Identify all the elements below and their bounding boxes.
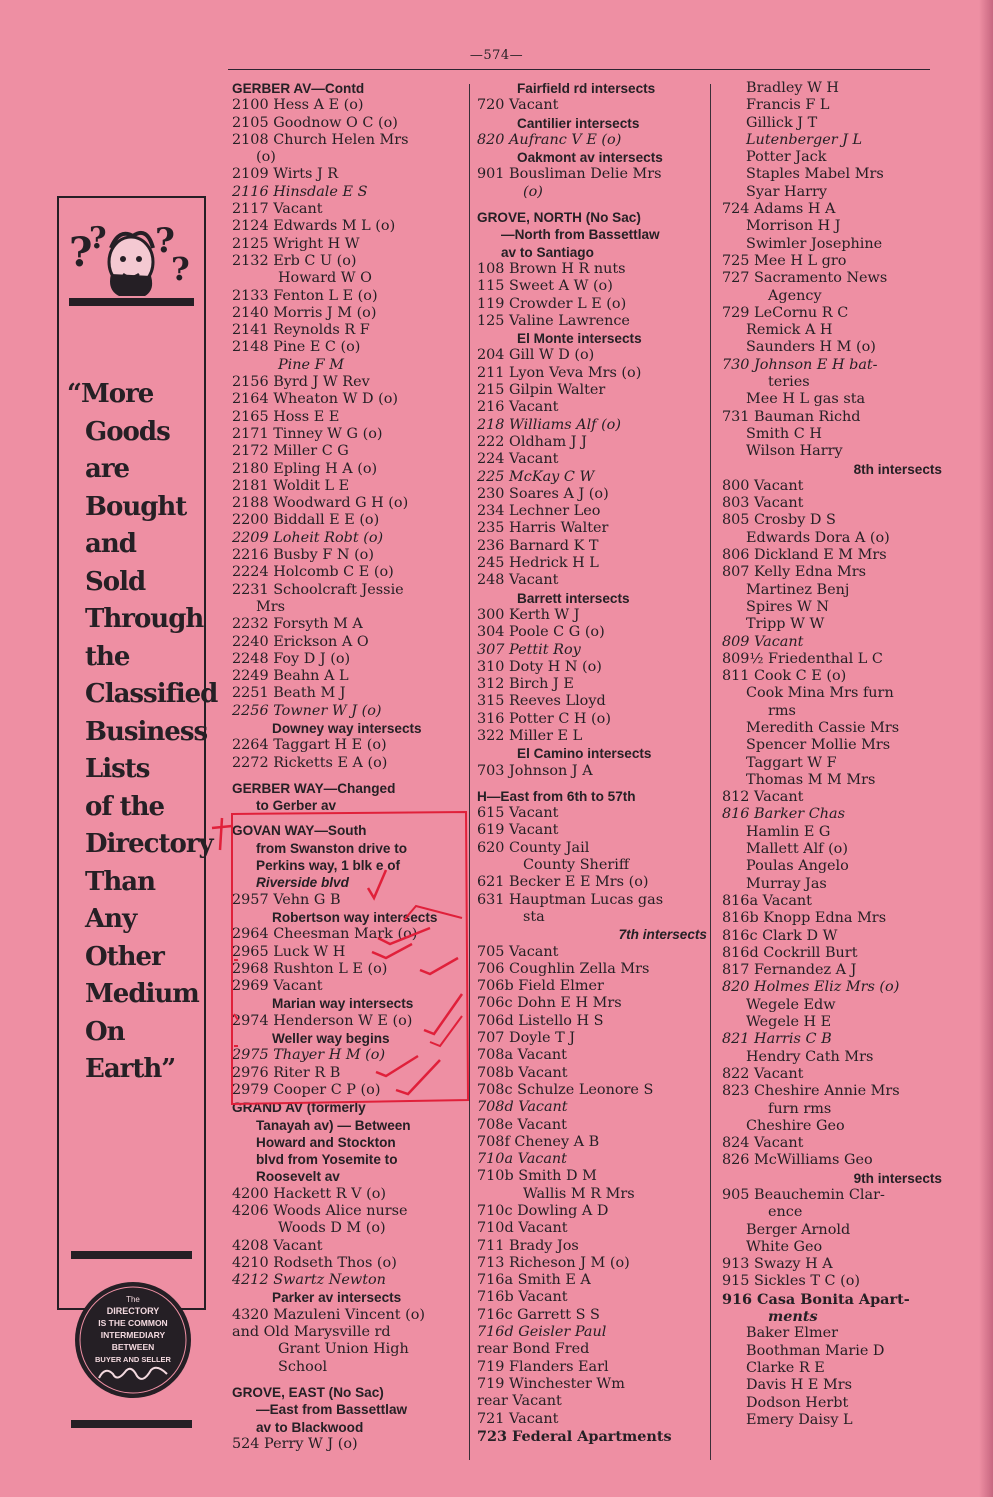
street-heading: GROVE, NORTH (No Sac) (477, 210, 641, 226)
directory-entry: Wallis M R Mrs (523, 1185, 635, 1202)
ad-quote-line: Medium (85, 979, 199, 1009)
directory-entry: Remick A H (746, 322, 833, 339)
directory-entry: Wegele Edw (746, 996, 836, 1013)
intersection-note: Cantilier intersects (517, 115, 640, 131)
directory-entry: Martinez Benj (746, 581, 850, 598)
directory-entry: Thomas M M Mrs (746, 771, 876, 788)
directory-entry: 2264 Taggart H E (o) (232, 737, 387, 754)
directory-entry: 4208 Vacant (232, 1237, 323, 1254)
directory-entry: 803 Vacant (722, 495, 804, 512)
directory-column-1 (232, 80, 468, 1453)
directory-entry: 713 Richeson J M (o) (477, 1254, 630, 1271)
directory-entry: Poulas Angelo (746, 858, 849, 875)
street-heading: H—East from 6th to 57th (477, 788, 636, 804)
street-heading: Perkins way, 1 blk e of (256, 858, 401, 874)
spacer (477, 201, 707, 209)
directory-entry: 2251 Beath M J (232, 685, 346, 702)
street-heading: GERBER WAY—Changed (232, 780, 396, 796)
directory-entry: 2141 Reynolds R F (232, 322, 370, 339)
ad-rule-seal (71, 1420, 192, 1428)
ad-rule-bottom (71, 1251, 192, 1259)
directory-entry: 809 Vacant (722, 633, 804, 650)
directory-entry: 2172 Miller C G (232, 443, 349, 460)
seal-line: INTERMEDIARY (100, 1330, 166, 1340)
directory-entry: 2117 Vacant (232, 201, 323, 218)
directory-entry: Cook Mina Mrs furn (746, 685, 894, 702)
directory-entry: 710d Vacant (477, 1220, 568, 1237)
directory-column-2 (477, 80, 707, 1445)
directory-entry: 703 Johnson J A (477, 762, 593, 779)
directory-entry: 322 Miller E L (477, 727, 583, 744)
directory-entry: 725 Mee H L gro (722, 252, 847, 269)
directory-entry: 708b Vacant (477, 1064, 568, 1081)
directory-entry: 705 Vacant (477, 943, 559, 960)
directory-entry: 826 McWilliams Geo (722, 1152, 873, 1169)
intersection-note: Weller way begins (272, 1031, 390, 1047)
directory-entry: 621 Becker E E Mrs (o) (477, 874, 649, 891)
directory-entry: 2248 Foy D J (o) (232, 650, 351, 667)
page-number: —574— (469, 48, 524, 63)
directory-entry: Howard W O (278, 270, 372, 287)
directory-entry: Mrs (256, 598, 285, 615)
directory-entry: Edwards Dora A (o) (746, 529, 890, 546)
ad-rule-top (69, 298, 194, 306)
directory-entry: furn rms (768, 1100, 832, 1117)
directory-entry: rms (768, 702, 796, 719)
directory-entry: 2957 Vehn G B (232, 891, 341, 908)
directory-entry: 2979 Cooper C P (o) (232, 1081, 381, 1098)
directory-entry: 730 Johnson E H bat- (722, 356, 878, 373)
directory-entry: Tripp W W (746, 616, 825, 633)
directory-entry: 4320 Mazuleni Vincent (o) (232, 1306, 426, 1323)
directory-entry: 2124 Edwards M L (o) (232, 218, 396, 235)
ad-quote-line: the (85, 641, 130, 672)
intersection-note: Downey way intersects (272, 720, 422, 736)
directory-entry: 300 Kerth W J (477, 606, 580, 623)
directory-entry: Syar Harry (746, 183, 828, 200)
directory-entry: 2171 Tinney W G (o) (232, 425, 383, 442)
directory-entry: rear Bond Fred (477, 1341, 590, 1358)
seal-line: DIRECTORY (106, 1306, 160, 1316)
directory-entry: 816d Cockrill Burt (722, 944, 858, 961)
directory-entry: ments (768, 1308, 818, 1326)
directory-entry: 816c Clark D W (722, 927, 838, 944)
ad-quote-line: Business (85, 716, 208, 747)
intersection-note: Fairfield rd intersects (517, 81, 656, 96)
directory-entry: 731 Bauman Richd (722, 408, 861, 425)
directory-entry: 800 Vacant (722, 477, 804, 494)
directory-entry: 823 Cheshire Annie Mrs (722, 1083, 900, 1100)
directory-entry: sta (523, 908, 545, 925)
directory-entry: 719 Winchester Wm (477, 1375, 625, 1392)
directory-entry: 901 Bousliman Delie Mrs (477, 166, 662, 183)
directory-entry: 710c Dowling A D (477, 1203, 609, 1219)
directory-entry: 716c Garrett S S (477, 1306, 600, 1323)
directory-entry: 230 Soares A J (o) (477, 485, 609, 502)
directory-entry: 2165 Hoss E E (232, 408, 340, 425)
directory-entry: 2200 Biddall E E (o) (232, 512, 380, 529)
directory-entry: 2240 Erickson A O (232, 633, 369, 650)
top-rule (228, 69, 930, 70)
directory-entry: Taggart W F (746, 754, 837, 771)
directory-entry: Swimler Josephine (746, 235, 883, 252)
directory-entry: Meredith Cassie Mrs (746, 719, 900, 736)
directory-entry: Staples Mabel Mrs (746, 166, 884, 183)
directory-entry: Morrison H J (746, 218, 841, 235)
directory-entry: 236 Barnard K T (477, 537, 599, 554)
directory-entry: 2232 Forsyth M A (232, 616, 363, 633)
street-heading: Riverside blvd (256, 875, 349, 891)
directory-entry: 716d Geisler Paul (477, 1324, 607, 1341)
directory-entry: 4200 Hackett R V (o) (232, 1185, 387, 1202)
directory-entry: 706b Field Elmer (477, 978, 604, 995)
directory-entry: 2964 Cheesman Mark (o) (232, 926, 418, 943)
directory-entry: 2180 Epling H A (o) (232, 460, 378, 477)
directory-entry: 905 Beauchemin Clar- (722, 1187, 885, 1203)
directory-entry: Wilson Harry (746, 443, 843, 460)
intersection-note: El Camino intersects (517, 746, 652, 762)
directory-entry: 248 Vacant (477, 572, 559, 589)
directory-entry: Bradley W H (746, 80, 839, 96)
ad-quote-line: Than (85, 866, 156, 897)
directory-entry: Gillick J T (746, 114, 818, 131)
directory-entry: 222 Oldham J J (477, 433, 587, 450)
directory-entry: rear Vacant (477, 1393, 562, 1410)
street-heading: av to Santiago (501, 244, 594, 260)
svg-text:?: ? (69, 229, 93, 276)
directory-entry: 708e Vacant (477, 1116, 567, 1133)
directory-entry: 2969 Vacant (232, 978, 323, 995)
street-heading: GRAND AV (formerly (232, 1100, 366, 1116)
directory-entry: 2125 Wright H W (232, 235, 360, 252)
directory-entry: 620 County Jail (477, 839, 590, 856)
spacer (232, 772, 468, 780)
ad-quote-line: Classified (85, 679, 218, 709)
directory-entry: Dodson Herbt (746, 1394, 849, 1411)
directory-entry: 2148 Pine E C (o) (232, 339, 361, 356)
intersection-note: Barrett intersects (517, 590, 630, 606)
directory-entry: 711 Brady Jos (477, 1237, 579, 1254)
ad-quote-line: Other (85, 941, 164, 972)
directory-entry: 816a Vacant (722, 892, 812, 909)
intersection-note: Oakmont av intersects (517, 150, 663, 166)
directory-entry: County Sheriff (523, 857, 630, 874)
directory-entry: Saunders H M (o) (746, 339, 876, 356)
street-heading: GOVAN WAY—South (232, 823, 367, 839)
directory-entry: 2188 Woodward G H (o) (232, 495, 409, 512)
directory-entry: 235 Harris Walter (477, 520, 609, 537)
directory-entry: 707 Doyle T J (477, 1030, 576, 1047)
column-rule-1 (469, 84, 470, 1460)
directory-entry: Smith C H (746, 425, 822, 442)
directory-entry: (o) (256, 149, 276, 166)
directory-entry: 2100 Hess A E (o) (232, 97, 364, 114)
directory-entry: 216 Vacant (477, 399, 559, 416)
seal-line: IS THE COMMON (98, 1318, 168, 1328)
directory-entry: 245 Hedrick H L (477, 555, 599, 572)
directory-entry: 2140 Morris J M (o) (232, 304, 377, 321)
ad-quote-line: Directory (85, 829, 213, 859)
column-rule-2 (710, 84, 711, 1460)
directory-entry: 316 Potter C H (o) (477, 710, 611, 727)
street-heading: to Gerber av (256, 798, 337, 814)
directory-entry: 710b Smith D M (477, 1168, 597, 1185)
street-heading: —North from Bassettlaw (501, 227, 660, 243)
directory-entry: 631 Hauptman Lucas gas (477, 891, 664, 908)
directory-entry: 312 Birch J E (477, 676, 574, 693)
directory-entry: Emery Daisy L (746, 1411, 853, 1428)
directory-entry: 716b Vacant (477, 1289, 568, 1306)
ad-quote-line: Any (85, 904, 137, 934)
directory-entry: 727 Sacramento News (722, 270, 888, 287)
directory-entry: 307 Pettit Roy (477, 641, 581, 658)
directory-entry: 108 Brown H R nuts (477, 260, 626, 277)
directory-entry: Wegele H E (746, 1014, 832, 1031)
directory-entry: Spencer Mollie Mrs (746, 737, 891, 754)
red-cross-mark (212, 818, 232, 850)
directory-entry: 719 Flanders Earl (477, 1358, 609, 1375)
directory-entry: 310 Doty H N (o) (477, 658, 602, 675)
directory-entry: 4212 Swartz Newton (232, 1272, 386, 1289)
directory-entry: 2156 Byrd J W Rev (232, 374, 370, 391)
ad-quote (67, 376, 218, 1089)
directory-entry: 524 Perry W J (o) (232, 1435, 358, 1452)
directory-entry: 710a Vacant (477, 1151, 567, 1168)
ad-quote-line: “More (67, 379, 154, 409)
directory-entry: Boothman Marie D (746, 1342, 885, 1359)
directory-entry: Baker Elmer (746, 1325, 838, 1342)
spacer (232, 1376, 468, 1384)
ad-quote-line: and (85, 529, 136, 559)
directory-entry: 708f Cheney A B (477, 1133, 600, 1150)
directory-entry: 2272 Ricketts E A (o) (232, 754, 388, 771)
directory-entry: 2181 Woldit L E (232, 477, 350, 494)
directory-entry: 706 Coughlin Zella Mrs (477, 960, 650, 977)
directory-entry: 304 Poole C G (o) (477, 624, 605, 641)
directory-entry: 720 Vacant (477, 97, 559, 114)
directory-entry: 822 Vacant (722, 1065, 804, 1082)
directory-entry: White Geo (746, 1238, 823, 1255)
street-heading: blvd from Yosemite to (256, 1152, 398, 1168)
directory-entry: 913 Swazy H A (722, 1256, 833, 1273)
spacer (477, 780, 707, 788)
directory-entry: 706d Listello H S (477, 1012, 604, 1029)
directory-entry: 816 Barker Chas (722, 806, 846, 823)
directory-entry: 218 Williams Alf (o) (477, 416, 621, 433)
seal-line: BETWEEN (111, 1342, 155, 1352)
directory-entry: 708c Schulze Leonore S (477, 1081, 654, 1098)
page-edge-shadow (979, 0, 993, 1497)
directory-entry: 2974 Henderson W E (o) (232, 1012, 413, 1029)
directory-entry: 723 Federal Apartments (477, 1427, 672, 1445)
directory-entry: 812 Vacant (722, 789, 804, 806)
ad-quote-line: Through (85, 604, 204, 634)
directory-entry: 708a Vacant (477, 1047, 567, 1064)
directory-entry: Agency (768, 287, 822, 304)
street-heading: —East from Bassettlaw (256, 1402, 408, 1418)
directory-entry: 724 Adams H A (722, 201, 836, 218)
directory-entry: 2249 Beahn A L (232, 668, 349, 685)
directory-entry: Spires W N (746, 598, 829, 615)
street-heading: from Swanston drive to (256, 840, 408, 856)
directory-entry: 729 LeCornu R C (722, 304, 849, 321)
directory-entry: 706c Dohn E H Mrs (477, 995, 622, 1012)
directory-entry: Francis F L (746, 97, 830, 114)
directory-entry: 2109 Wirts J R (232, 166, 339, 183)
intersection-note: 8th intersects (853, 461, 942, 477)
directory-entry: teries (768, 374, 810, 391)
directory-entry: ence (768, 1204, 803, 1221)
directory-entry: 119 Crowder L E (o) (477, 295, 627, 312)
directory-entry: Hendry Cath Mrs (746, 1048, 874, 1065)
directory-entry: 824 Vacant (722, 1135, 804, 1152)
directory-entry: 2975 Thayer H M (o) (232, 1047, 386, 1064)
directory-entry: 211 Lyon Veva Mrs (o) (477, 364, 642, 381)
directory-entry: 2231 Schoolcraft Jessie (232, 581, 404, 598)
directory-seal-icon (71, 1278, 195, 1402)
ad-quote-line: Bought (85, 491, 187, 522)
directory-entry: 2116 Hinsdale E S (232, 183, 368, 200)
directory-entry: 2133 Fenton L E (o) (232, 287, 378, 304)
ad-quote-line: Goods (85, 416, 170, 447)
directory-entry: 2968 Rushton L E (o) (232, 960, 388, 977)
directory-entry: 2105 Goodnow O C (o) (232, 114, 398, 131)
svg-text:?: ? (171, 250, 190, 288)
directory-entry: Lutenberger J L (746, 131, 863, 148)
directory-entry: 2164 Wheaton W D (o) (232, 391, 399, 408)
directory-entry: 619 Vacant (477, 822, 559, 839)
directory-entry: 915 Sickles T C (o) (722, 1273, 861, 1290)
intersection-note: 9th intersects (853, 1170, 942, 1186)
directory-entry: 916 Casa Bonita Apart- (722, 1290, 910, 1308)
directory-entry: 2256 Towner W J (o) (232, 702, 382, 719)
directory-entry: 2108 Church Helen Mrs (232, 131, 409, 148)
directory-entry: 807 Kelly Edna Mrs (722, 564, 866, 581)
intersection-note: 7th intersects (618, 927, 707, 943)
directory-entry: 204 Gill W D (o) (477, 347, 595, 364)
directory-entry: 721 Vacant (477, 1410, 559, 1427)
svg-text:?: ? (89, 221, 107, 256)
directory-entry: 2965 Luck W H (232, 943, 346, 960)
svg-text:?: ? (155, 221, 175, 261)
directory-entry: School (278, 1358, 328, 1375)
directory-entry: Clarke R E (746, 1359, 825, 1376)
directory-entry: Potter Jack (746, 149, 827, 166)
directory-entry: 816b Knopp Edna Mrs (722, 910, 887, 927)
directory-entry: 2224 Holcomb C E (o) (232, 564, 394, 581)
directory-entry: 215 Gilpin Walter (477, 382, 606, 399)
directory-column-3 (722, 80, 942, 1429)
directory-entry: 234 Lechner Leo (477, 503, 601, 520)
directory-entry: 806 Dickland E M Mrs (722, 547, 887, 564)
directory-entry: 805 Crosby D S (722, 512, 836, 529)
ad-quote-line: of the (85, 791, 165, 822)
spacer (232, 814, 468, 822)
directory-entry: Hamlin E G (746, 823, 831, 840)
directory-entry: 716a Smith E A (477, 1272, 591, 1289)
seal-line: The (126, 1295, 140, 1304)
directory-entry: Grant Union High (278, 1341, 409, 1358)
directory-entry: 2209 Loheit Robt (o) (232, 529, 384, 546)
directory-entry: Murray Jas (746, 875, 827, 892)
directory-ad-panel (57, 196, 218, 1364)
directory-entry: 315 Reeves Lloyd (477, 693, 606, 710)
ad-quote-line: are (85, 454, 130, 484)
directory-entry: 811 Cook C E (o) (722, 668, 847, 685)
directory-entry: 4210 Rodseth Thos (o) (232, 1254, 397, 1271)
directory-entry: Mallett Alf (o) (746, 841, 848, 858)
directory-entry: Cheshire Geo (746, 1117, 845, 1134)
directory-entry: 4206 Woods Alice nurse (232, 1203, 408, 1219)
thinking-face-icon (67, 214, 197, 306)
directory-entry: 224 Vacant (477, 451, 559, 468)
directory-entry: Berger Arnold (746, 1221, 851, 1238)
ad-quote-line: Sold (85, 566, 146, 597)
directory-entry: 708d Vacant (477, 1099, 568, 1116)
street-heading: Tanayah av) — Between (256, 1117, 411, 1133)
directory-entry: 820 Holmes Eliz Mrs (o) (722, 979, 900, 996)
directory-entry: Pine F M (278, 356, 344, 373)
directory-entry: Davis H E Mrs (746, 1377, 853, 1394)
ad-quote-line: Lists (85, 754, 150, 784)
directory-entry: and Old Marysville rd (232, 1324, 391, 1341)
intersection-note: Marian way intersects (272, 996, 414, 1012)
street-heading: av to Blackwood (256, 1419, 364, 1435)
directory-entry: (o) (523, 183, 543, 200)
ad-quote-line: On (85, 1016, 125, 1047)
intersection-note: Robertson way intersects (272, 909, 438, 925)
directory-entry: 820 Aufranc V E (o) (477, 131, 622, 148)
street-heading: GROVE, EAST (No Sac) (232, 1384, 384, 1400)
ad-quote-line: Earth” (85, 1054, 176, 1084)
directory-entry: Woods D M (o) (278, 1220, 386, 1237)
directory-entry: 125 Valine Lawrence (477, 312, 630, 329)
directory-entry: 809½ Friedenthal L C (722, 650, 883, 667)
directory-entry: 615 Vacant (477, 805, 559, 822)
directory-entry: Mee H L gas sta (746, 391, 866, 408)
intersection-note: Parker av intersects (272, 1290, 402, 1306)
directory-entry: 2216 Busby F N (o) (232, 547, 374, 564)
directory-entry: 817 Fernandez A J (722, 962, 857, 979)
seal-line: BUYER AND SELLER (95, 1355, 171, 1364)
directory-entry: 2976 Riter R B (232, 1064, 341, 1081)
street-heading: Roosevelt av (256, 1169, 340, 1185)
street-heading: Howard and Stockton (256, 1134, 396, 1150)
directory-entry: 115 Sweet A W (o) (477, 278, 613, 295)
directory-entry: 2132 Erb C U (o) (232, 252, 357, 269)
street-heading: GERBER AV—Contd (232, 81, 365, 96)
directory-entry: 225 McKay C W (477, 468, 595, 485)
intersection-note: El Monte intersects (517, 331, 642, 347)
directory-entry: 821 Harris C B (722, 1031, 832, 1048)
